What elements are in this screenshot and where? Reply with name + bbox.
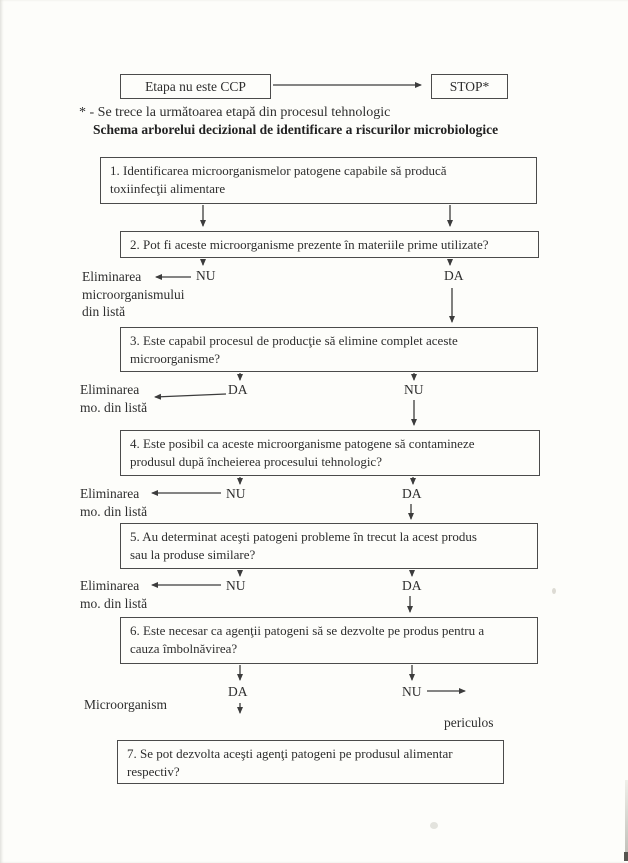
branch-no-box6: NU bbox=[402, 684, 422, 699]
decision-box-5 bbox=[120, 523, 538, 569]
branch-yes-box6: DA bbox=[228, 684, 248, 699]
outcome-eliminate-2 bbox=[80, 381, 147, 416]
scan-edge-mark-dark bbox=[624, 852, 628, 861]
decision-box-6-line1: 6. Este necesar ca agenţii patogeni să se dezvolte pe produs pentru a bbox=[130, 623, 485, 638]
decision-box-4-line1: 4. Este posibil ca aceste microorganisme patogene să contamineze bbox=[130, 436, 475, 451]
decision-box-6 bbox=[120, 617, 538, 664]
arrow-yes3-eliminate bbox=[155, 394, 226, 397]
branch-no-box2: NU bbox=[196, 268, 216, 283]
outcome-eliminate-2-line1: Eliminarea bbox=[80, 382, 140, 397]
branch-no-box3: NU bbox=[404, 382, 424, 397]
scan-speck bbox=[430, 822, 438, 829]
branch-yes-box4: DA bbox=[402, 486, 422, 501]
decision-box-5-line1: 5. Au determinat aceşti patogeni probleme în trecut la acest produs bbox=[130, 529, 477, 544]
decision-box-3 bbox=[120, 327, 538, 372]
outcome-eliminate-3 bbox=[80, 485, 147, 520]
branch-yes-box5: DA bbox=[402, 578, 422, 593]
decision-box-7-line1: 7. Se pot dezvolta aceşti agenţi patogeni pe produsul alimentar bbox=[127, 746, 453, 761]
outcome-eliminate-4-line2: mo. din listă bbox=[80, 595, 148, 611]
decision-box-2 bbox=[120, 231, 539, 258]
decision-box-7-line2: respectiv? bbox=[127, 763, 180, 779]
outcome-eliminate-1-line1: Eliminarea bbox=[82, 269, 142, 284]
decision-box-1 bbox=[100, 157, 537, 204]
branch-no-box4: NU bbox=[226, 486, 246, 501]
footnote: * - Se trece la următoarea etapă din procesul tehnologic bbox=[79, 105, 391, 120]
outcome-eliminate-3-line1: Eliminarea bbox=[80, 486, 140, 501]
outcome-eliminate-1-line3: din listă bbox=[82, 304, 126, 319]
outcome-eliminate-2-line2: mo. din listă bbox=[80, 399, 148, 415]
decision-box-3-line2: microorganisme? bbox=[130, 350, 221, 366]
outcome-eliminate-1-line2: microorganismului bbox=[82, 286, 185, 302]
decision-box-4 bbox=[120, 430, 540, 476]
outcome-eliminate-3-line2: mo. din listă bbox=[80, 503, 148, 519]
decision-box-7 bbox=[117, 740, 504, 784]
branch-yes-box3: DA bbox=[228, 382, 248, 397]
outcome-dangerous-word1: Microorganism bbox=[84, 697, 167, 712]
branch-yes-box2: DA bbox=[444, 268, 464, 283]
decision-box-2-line1: 2. Pot fi aceste microorganisme prezente în materiile prime utilizate? bbox=[130, 237, 489, 252]
stop-box: STOP* bbox=[431, 74, 508, 99]
decision-box-1-line1: 1. Identificarea microorganismelor patogene capabile să producă bbox=[110, 163, 447, 178]
decision-box-6-line2: cauza îmbolnăvirea? bbox=[130, 640, 238, 656]
outcome-dangerous-word2: periculos bbox=[444, 715, 494, 730]
branch-no-box5: NU bbox=[226, 578, 246, 593]
step-not-ccp-box: Etapa nu este CCP bbox=[120, 74, 271, 99]
decision-box-4-line2: produsul după încheierea procesului tehnologic? bbox=[130, 453, 382, 469]
outcome-eliminate-4 bbox=[80, 577, 147, 612]
decision-box-3-line1: 3. Este capabil procesul de producţie să elimine complet aceste bbox=[130, 333, 458, 348]
decision-box-1-line2: toxiinfecţii alimentare bbox=[110, 180, 226, 196]
scan-speck bbox=[552, 588, 556, 594]
outcome-eliminate-1 bbox=[82, 268, 185, 321]
decision-box-5-line2: sau la produse similare? bbox=[130, 546, 256, 562]
outcome-eliminate-4-line1: Eliminarea bbox=[80, 578, 140, 593]
flowchart-title: Schema arborelui decizional de identificare a riscurilor microbiologice bbox=[93, 122, 499, 137]
